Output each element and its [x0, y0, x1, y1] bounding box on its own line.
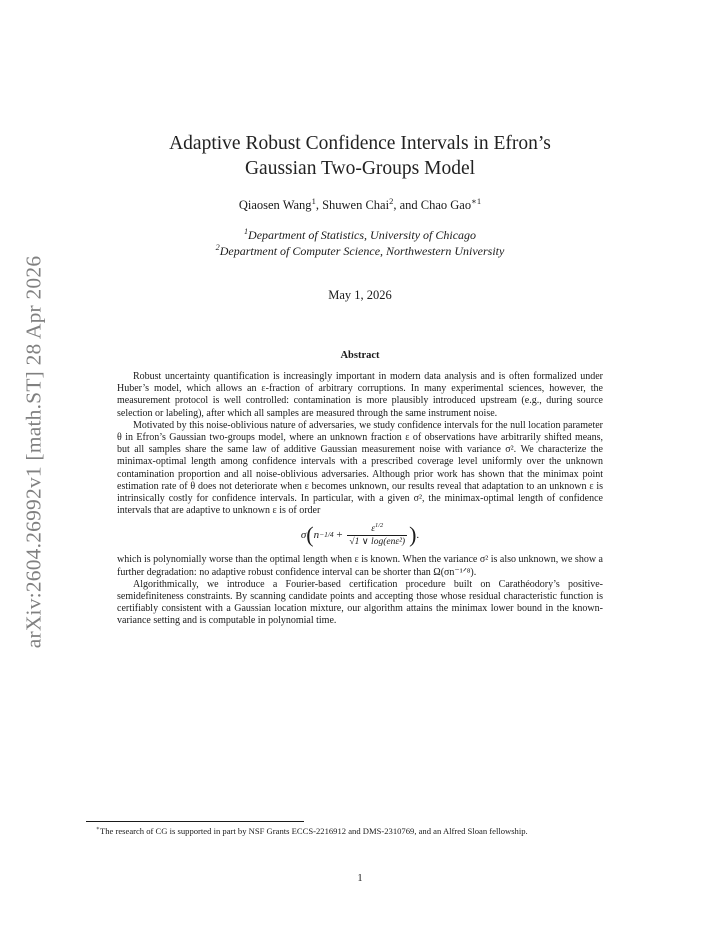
paper-date: May 1, 2026 — [328, 288, 392, 302]
affiliations — [120, 227, 600, 259]
paper-title — [120, 131, 600, 181]
author-name: Shuwen Chai — [322, 198, 390, 212]
author-mark: 1 — [311, 195, 316, 206]
equation-numerator — [347, 523, 407, 536]
footnote-text: The research of CG is supported in part by NSF Grants ECCS-2216912 and DMS-2310769, and an Alfred Sloan fellowship. — [99, 826, 528, 836]
equation-plus: + — [336, 529, 343, 542]
abstract-paragraph: Motivated by this noise-oblivious nature of adversaries, we study confidence intervals for the null location parameter θ in Efron’s Gaussian two-groups model, where an unknown fraction ε of observations have arbitrarily shifted means, but all samples share the same law of additive Gaussian measurement noise with variance σ². We characterize the minimax-optimal length among confidence intervals with a prescribed coverage level uniformly over the unknown contamination proportion and all noise-oblivious adversaries. Although prior work has shown that the minimax point estimation rate of θ does not deteriorate when ε becomes unknown, our results reveal that adaptation to an unknown ε is intrinsically costly for confidence intervals. In particular, with a given σ², the minimax-optimal length of confidence intervals that are adaptive to unknown ε is of order — [117, 419, 603, 517]
display-equation: σ ( n −1/4 + $\frac{\varepsilon^{1/2}}{\text{√1 ∨ log(enε²)}}$ ) . — [300, 521, 420, 548]
equation-term1: n — [313, 529, 320, 542]
abstract-paragraph: Algorithmically, we introduce a Fourier-based certification procedure built on Carathéodory’s positive-semidefiniteness constraints. By scanning candidate points and accepting those whose residual characteristic function is certifiably consistent with a Gaussian location mixture, our algorithm attains the minimax lower bound in the known-variance setting and is computable in polynomial time. — [117, 578, 603, 627]
affiliation-mark: 2 — [215, 243, 220, 252]
footnote-mark: ∗ — [96, 826, 100, 833]
equation-denominator: √1 ∨ log(enε²) — [349, 536, 406, 547]
affiliation — [120, 243, 600, 259]
abstract-body — [117, 371, 603, 628]
page-number: 1 — [357, 873, 363, 884]
footnote — [86, 825, 638, 837]
author-mark: ∗1 — [471, 195, 482, 206]
title-line-1: Adaptive Robust Confidence Intervals in Efron’s — [169, 133, 551, 154]
abstract-heading: Abstract — [340, 350, 380, 361]
author-name: Qiaosen Wang — [238, 198, 312, 212]
equation-numerator-exponent: 1/2 — [374, 521, 384, 529]
affiliation-text: Department of Computer Science, Northwestern University — [219, 244, 505, 258]
affiliation-mark: 1 — [243, 227, 249, 236]
affiliation — [120, 227, 600, 243]
arxiv-stamp: arXiv:2604.26992v1 [math.ST] 28 Apr 2026 — [21, 255, 46, 649]
equation-trailing-period: . — [416, 529, 420, 542]
affiliation-text: Department of Statistics, University of Chicago — [248, 228, 477, 242]
footnote-rule — [86, 821, 304, 822]
equation-fraction — [347, 523, 407, 548]
abstract-paragraph: Robust uncertainty quantification is increasingly important in modern data analysis and is often formalized under Huber’s model, which allows an ε-fraction of arbitrary corruptions. In many experimental sciences, however, the measurement protocol is well controlled: contamination is more plausibly introduced upstream (e.g., during source selection or labeling), after which all samples are measured through the same instrument noise. — [117, 371, 603, 419]
abstract-paragraph: which is polynomially worse than the optimal length when ε is known. When the variance σ² is also unknown, we show a further degradation: no adaptive robust confidence interval can be shorter than Ω(σn⁻¹ᐟ⁸). — [117, 554, 603, 578]
author-name: Chao Gao — [420, 198, 472, 212]
author-list: Qiaosen Wang$^1$, Shuwen Chai$^2$, and Chao Gao$^{∗1}$ — [238, 195, 482, 212]
author-mark: 2 — [389, 195, 394, 206]
equation-right-paren: ) — [409, 522, 417, 548]
equation-left-paren: ( — [306, 522, 314, 548]
equation-sigma: σ — [300, 529, 307, 542]
title-line-2: Gaussian Two-Groups Model — [244, 158, 476, 179]
equation-numerator-base: ε — [371, 523, 375, 534]
